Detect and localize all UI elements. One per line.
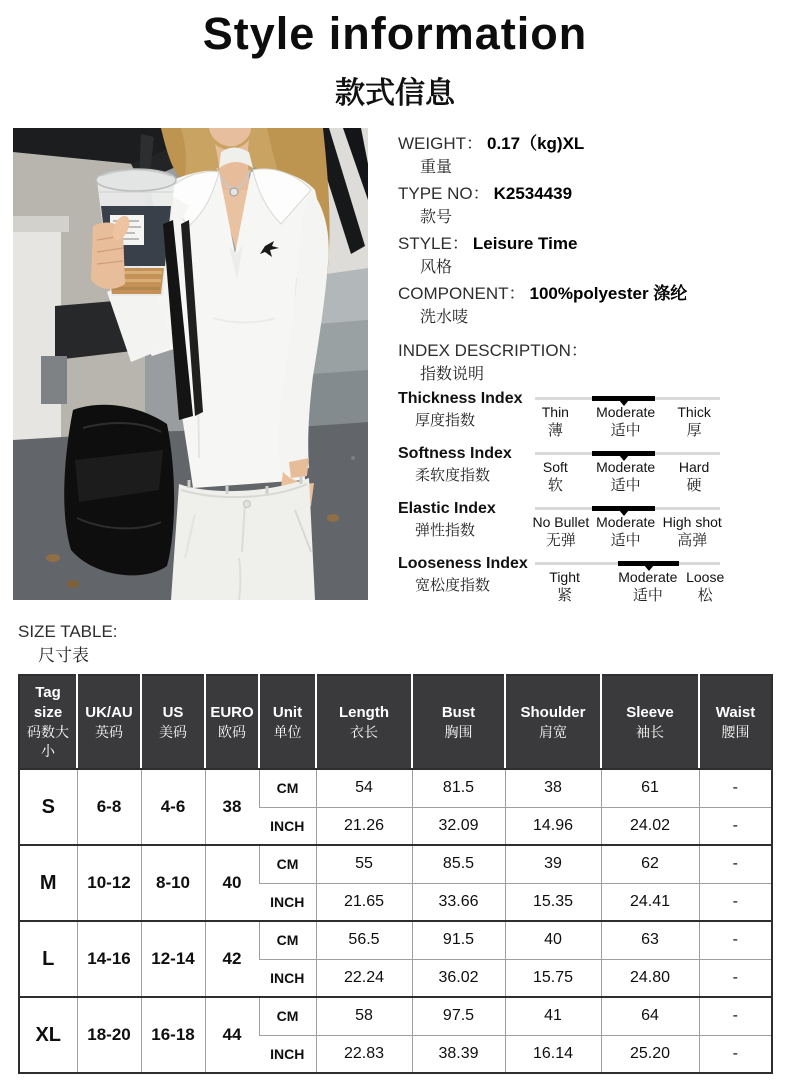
col-header-unit: Unit 单位	[259, 675, 316, 769]
table-cell: 16-18	[141, 997, 205, 1073]
table-cell: 16.14	[505, 1035, 601, 1073]
index-option: Hard	[678, 459, 710, 475]
index-name: Softness Index	[398, 445, 512, 462]
spec-type-no	[398, 182, 790, 230]
index-row-softness: Softness Index 柔软度指数 Soft 软 Moderate 适中 Hard 硬	[398, 444, 790, 499]
spec-style	[398, 232, 790, 280]
size-table-header-row	[19, 675, 772, 769]
index-row-elastic: Elastic Index 弹性指数 No Bullet 无弹 Moderate 适中 High shot 高弹	[398, 500, 722, 549]
table-cell: 39	[505, 845, 601, 883]
unit-cell: INCH	[259, 883, 316, 921]
page-title-chinese: 款式信息	[335, 77, 455, 110]
col-header-shoulder: Shoulder 肩宽	[505, 675, 601, 769]
table-cell: 32.09	[412, 807, 505, 845]
table-cell: -	[699, 997, 772, 1035]
table-cell: 22.83	[316, 1035, 412, 1073]
table-cell: -	[699, 959, 772, 997]
col-header-us: US 美码	[141, 675, 205, 769]
index-slider-track	[535, 452, 720, 455]
table-cell: 38	[505, 769, 601, 807]
table-cell: 85.5	[412, 845, 505, 883]
product-info-panel	[398, 132, 790, 609]
table-cell: 14.96	[505, 807, 601, 845]
table-row-s-cm	[19, 769, 772, 807]
table-cell: 4-6	[141, 769, 205, 845]
index-option: Moderate	[618, 569, 678, 585]
table-row-xl-cm	[19, 997, 772, 1035]
spec-value: 100%polyester 涤纶	[529, 284, 688, 303]
table-cell: 14-16	[77, 921, 141, 997]
page-title: Style information	[202, 8, 588, 59]
spec-label: COMPONENT：	[398, 284, 526, 303]
table-cell: 38.39	[412, 1035, 505, 1073]
spec-value: Leisure Time	[472, 234, 578, 253]
table-cell: 64	[601, 997, 699, 1035]
table-cell: 15.35	[505, 883, 601, 921]
table-cell: 36.02	[412, 959, 505, 997]
unit-cell: CM	[259, 769, 316, 807]
col-header-waist: Waist 腰围	[699, 675, 772, 769]
index-name-chinese: 厚度指数	[415, 412, 476, 429]
table-cell: 91.5	[412, 921, 505, 959]
spec-label-chinese: 风格	[420, 259, 453, 276]
table-cell: 61	[601, 769, 699, 807]
table-cell: 56.5	[316, 921, 412, 959]
col-header-length: Length 衣长	[316, 675, 412, 769]
table-cell: 62	[601, 845, 699, 883]
index-slider-marker	[618, 561, 679, 566]
product-photo	[13, 128, 368, 600]
spec-label-chinese: 洗水唛	[420, 309, 469, 326]
unit-cell: INCH	[259, 1035, 316, 1073]
table-cell: -	[699, 1035, 772, 1073]
table-cell: 24.02	[601, 807, 699, 845]
table-cell: 54	[316, 769, 412, 807]
index-slider-marker	[592, 506, 655, 511]
size-tag: XL	[19, 997, 77, 1073]
index-name-chinese: 弹性指数	[415, 522, 476, 539]
table-cell: -	[699, 883, 772, 921]
col-header-euro: EURO 欧码	[205, 675, 259, 769]
table-cell: 40	[505, 921, 601, 959]
table-cell: 55	[316, 845, 412, 883]
index-option: Thin	[541, 404, 569, 420]
col-header-tag-size: Tag size 码数大小	[19, 675, 77, 769]
table-row-m-cm	[19, 845, 772, 883]
size-tag: L	[19, 921, 77, 997]
unit-cell: INCH	[259, 959, 316, 997]
unit-cell: INCH	[259, 807, 316, 845]
table-cell: -	[699, 769, 772, 807]
table-row-l-cm	[19, 921, 772, 959]
index-name: Thickness Index	[398, 390, 523, 407]
model-photo-illustration	[13, 128, 368, 600]
table-cell: 24.80	[601, 959, 699, 997]
index-description-title: INDEX DESCRIPTION：	[398, 341, 588, 360]
size-table-section	[18, 620, 771, 1074]
table-cell: 18-20	[77, 997, 141, 1073]
index-description-title-chinese: 指数说明	[420, 366, 485, 383]
index-option: Tight	[549, 569, 580, 585]
table-cell: 10-12	[77, 845, 141, 921]
col-header-sleeve: Sleeve 袖长	[601, 675, 699, 769]
index-option: No Bullet	[532, 514, 590, 530]
table-cell: 58	[316, 997, 412, 1035]
table-cell: 21.26	[316, 807, 412, 845]
index-option: Thick	[677, 404, 711, 420]
index-option: Moderate	[596, 459, 656, 475]
table-cell: 24.41	[601, 883, 699, 921]
index-option: High shot	[662, 514, 722, 530]
index-row-thickness: Thickness Index 厚度指数 Thin 薄 Moderate 适中 Thick 厚	[398, 389, 790, 444]
index-name: Elastic Index	[398, 500, 496, 517]
table-cell: 41	[505, 997, 601, 1035]
index-name-chinese: 宽松度指数	[415, 577, 491, 594]
table-cell: 33.66	[412, 883, 505, 921]
index-name-chinese: 柔软度指数	[415, 467, 491, 484]
spec-label-chinese: 款号	[420, 209, 453, 226]
unit-cell: CM	[259, 997, 316, 1035]
index-option: Soft	[542, 459, 568, 475]
index-row-looseness: Looseness Index 宽松度指数 Tight 紧 Moderate 适中 Loose 松	[398, 555, 725, 604]
table-cell: 21.65	[316, 883, 412, 921]
index-slider-track	[535, 562, 720, 565]
table-cell: -	[699, 807, 772, 845]
table-cell: 6-8	[77, 769, 141, 845]
size-table-heading-chinese: 尺寸表	[38, 646, 89, 665]
spec-value: 0.17（kg)XL	[487, 134, 585, 153]
spec-label: WEIGHT：	[398, 134, 483, 153]
spec-weight	[398, 132, 790, 180]
title-block	[0, 8, 790, 112]
table-cell: 44	[205, 997, 259, 1073]
spec-label: STYLE：	[398, 234, 469, 253]
index-slider-marker	[592, 451, 655, 456]
index-description-heading	[398, 339, 790, 387]
table-cell: 81.5	[412, 769, 505, 807]
spec-label-chinese: 重量	[420, 159, 453, 176]
spec-label: TYPE NO：	[398, 184, 490, 203]
table-cell: 8-10	[141, 845, 205, 921]
table-cell: 25.20	[601, 1035, 699, 1073]
size-table-heading: SIZE TABLE:	[18, 622, 118, 641]
index-option: Moderate	[596, 404, 656, 420]
spec-component	[398, 282, 790, 330]
index-option: Moderate	[596, 514, 656, 530]
index-slider-track	[535, 397, 720, 400]
table-cell: 42	[205, 921, 259, 997]
unit-cell: CM	[259, 921, 316, 959]
table-cell: -	[699, 921, 772, 959]
table-cell: -	[699, 845, 772, 883]
col-header-bust: Bust 胸围	[412, 675, 505, 769]
col-header-uk-au: UK/AU 英码	[77, 675, 141, 769]
table-cell: 12-14	[141, 921, 205, 997]
index-name: Looseness Index	[398, 555, 528, 572]
index-slider-track	[535, 507, 720, 510]
table-cell: 40	[205, 845, 259, 921]
table-cell: 15.75	[505, 959, 601, 997]
table-cell: 97.5	[412, 997, 505, 1035]
size-table	[18, 674, 773, 1074]
table-cell: 38	[205, 769, 259, 845]
table-cell: 22.24	[316, 959, 412, 997]
unit-cell: CM	[259, 845, 316, 883]
table-cell: 63	[601, 921, 699, 959]
index-slider-marker	[592, 396, 655, 401]
size-tag: S	[41, 795, 55, 818]
size-tag: M	[19, 845, 77, 921]
spec-value: K2534439	[493, 184, 573, 203]
index-option: Loose	[686, 569, 725, 585]
